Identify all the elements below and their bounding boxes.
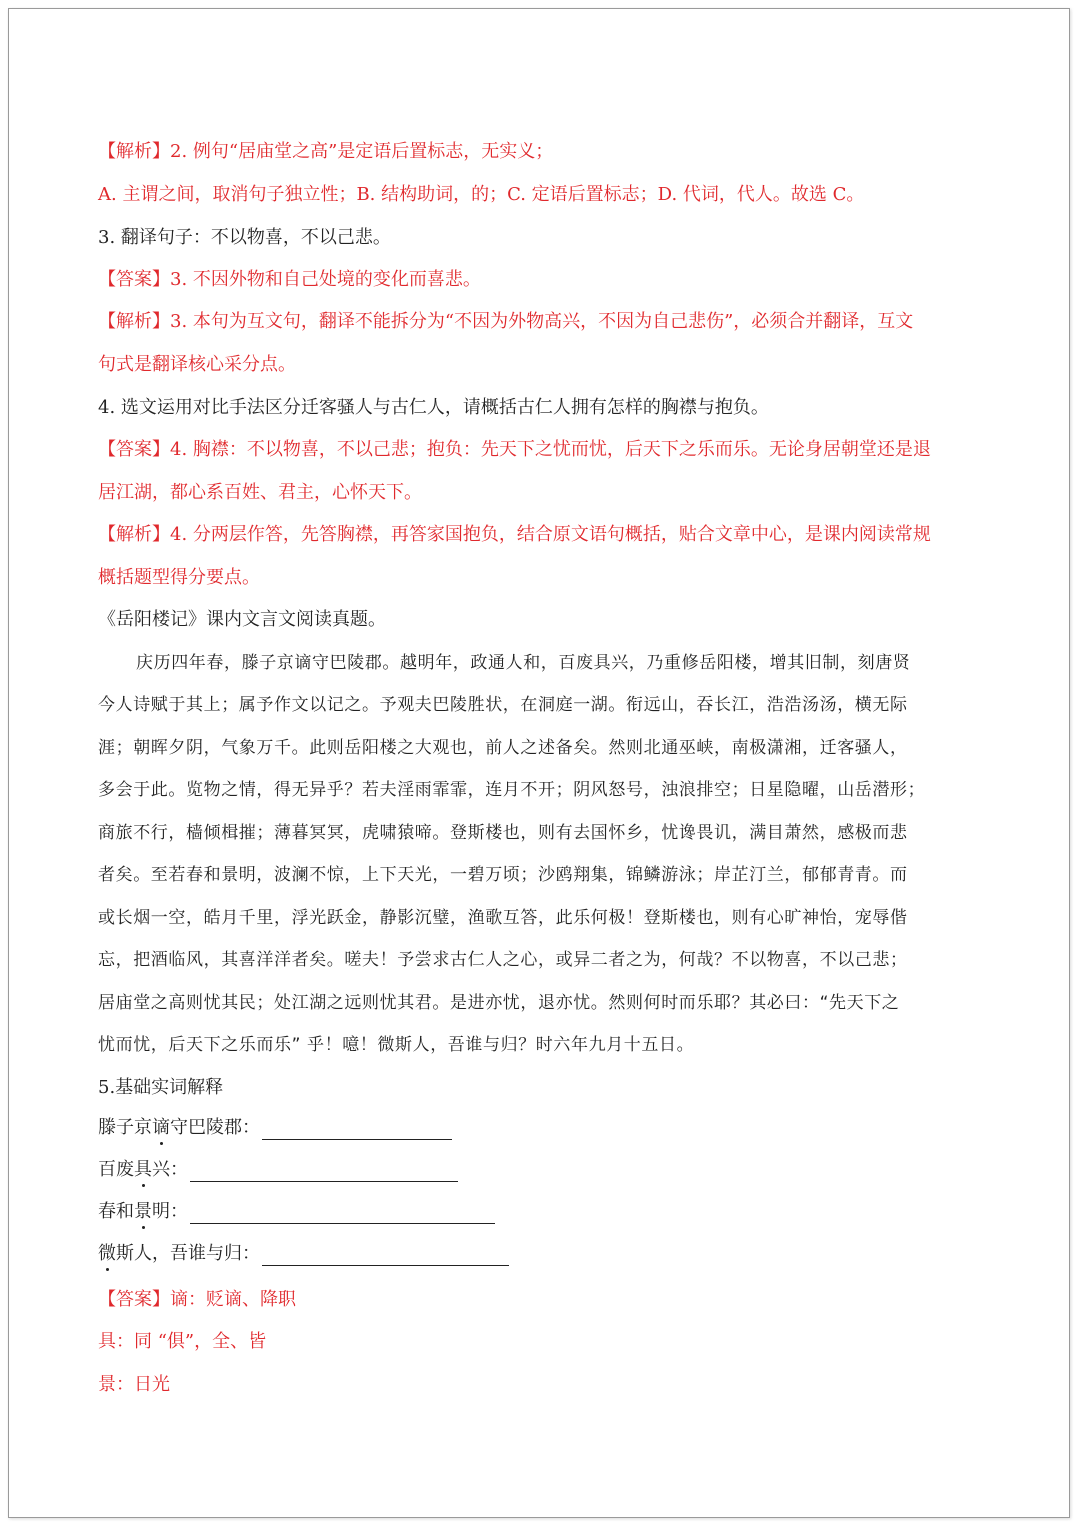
passage-line: 多会于此。览物之情，得无异乎？若夫淫雨霏霏，连月不开；阴风怒号，浊浪排空；日星隐曜，山岳潜形；: [98, 780, 926, 800]
vocab-text: 明：: [152, 1201, 188, 1222]
analysis-2-line-1: [98, 140, 553, 164]
answer-5-line-3: 景：日光: [98, 1374, 170, 1395]
analysis-3-line-2: 句式是翻译核心采分点。: [98, 354, 296, 375]
answer-text: 3. 不因外物和自己处境的变化而喜悲。: [170, 269, 481, 290]
answer-5-line-1: [98, 1288, 296, 1312]
passage-line: 者矣。至若春和景明，波澜不惊，上下天光，一碧万顷；沙鸥翔集，锦鳞游泳；岸芷汀兰，郁郁青青。而: [98, 865, 908, 885]
answer-tag: 【答案】: [98, 269, 170, 290]
vocab-text: 兴：: [152, 1159, 188, 1180]
vocab-emphasis: 具: [134, 1159, 152, 1180]
analysis-4-line-1: [98, 523, 931, 547]
vocab-emphasis: 谪: [152, 1117, 170, 1138]
answer-4-line-2: 居江湖，都心系百姓、君主，心怀天下。: [98, 482, 422, 503]
vocab-text: 春和: [98, 1201, 134, 1222]
analysis-3-line-1: [98, 310, 913, 334]
answer-3: [98, 268, 481, 292]
passage-line: 忘，把酒临风，其喜洋洋者矣。嗟夫！予尝求古仁人之心，或异二者之为，何哉？不以物喜，不以己悲；: [98, 950, 908, 970]
answer-blank[interactable]: [262, 1247, 509, 1266]
passage-line: 忧而忧，后天下之乐而乐” 乎！噫！微斯人，吾谁与归？时六年九月十五日。: [98, 1035, 695, 1055]
question-3: 3. 翻译句子：不以物喜，不以己悲。: [98, 227, 391, 248]
vocab-emphasis: 景: [134, 1201, 152, 1222]
vocab-text: 滕子京: [98, 1117, 152, 1138]
passage-line: 涯；朝晖夕阴，气象万千。此则岳阳楼之大观也，前人之述备矣。然则北通巫峡，南极潇湘，迁客骚人，: [98, 738, 908, 758]
analysis-text: 4. 分两层作答，先答胸襟，再答家国抱负，结合原文语句概括，贴合文章中心，是课内阅读常规: [170, 524, 931, 545]
passage-line: 今人诗赋于其上；属予作文以记之。予观夫巴陵胜状，在洞庭一湖。衔远山，吞长江，浩浩汤汤，横无际: [98, 695, 908, 715]
answer-4-line-1: [98, 438, 931, 462]
vocab-item: [98, 1200, 495, 1224]
vocab-text: 百废: [98, 1159, 134, 1180]
analysis-2-line-2: A. 主谓之间，取消句子独立性；B. 结构助词，的；C. 定语后置标志；D. 代词，代人。故选 C。: [98, 184, 865, 205]
analysis-tag: 【解析】: [98, 524, 170, 545]
analysis-tag: 【解析】: [98, 141, 170, 162]
passage-line: 或长烟一空，皓月千里，浮光跃金，静影沉璧，渔歌互答，此乐何极！登斯楼也，则有心旷神怡，宠辱偕: [98, 908, 908, 928]
answer-tag: 【答案】: [98, 1289, 170, 1310]
passage-line: 居庙堂之高则忧其民；处江湖之远则忧其君。是进亦忧，退亦忧。然则何时而乐耶？其必曰：“先天下之: [98, 993, 900, 1013]
vocab-item: [98, 1158, 458, 1182]
vocab-emphasis: 微: [98, 1243, 116, 1264]
passage-line: 庆历四年春，滕子京谪守巴陵郡。越明年，政通人和，百废具兴，乃重修岳阳楼，增其旧制，刻唐贤: [136, 653, 911, 673]
answer-blank[interactable]: [190, 1205, 495, 1224]
analysis-text: 3. 本句为互文句，翻译不能拆分为“不因为外物高兴，不因为自己悲伤”，必须合并翻译，互文: [170, 311, 914, 332]
passage-line: 商旅不行，樯倾楫摧；薄暮冥冥，虎啸猿啼。登斯楼也，则有去国怀乡，忧谗畏讥，满目萧然，感极而悲: [98, 823, 908, 843]
vocab-item: [98, 1116, 452, 1140]
answer-tag: 【答案】: [98, 439, 170, 460]
vocab-text: 斯人，吾谁与归：: [116, 1243, 260, 1264]
analysis-tag: 【解析】: [98, 311, 170, 332]
section-title: 《岳阳楼记》课内文言文阅读真题。: [98, 609, 386, 630]
analysis-4-line-2: 概括题型得分要点。: [98, 567, 260, 588]
answer-5-line-2: 具：同 “俱”，全、皆: [98, 1331, 267, 1352]
vocab-item: [98, 1242, 509, 1266]
answer-blank[interactable]: [190, 1163, 458, 1182]
vocab-text: 守巴陵郡：: [170, 1117, 260, 1138]
question-5-title: 5.基础实词解释: [98, 1077, 224, 1098]
answer-text: 4. 胸襟：不以物喜，不以己悲；抱负：先天下之忧而忧，后天下之乐而乐。无论身居朝堂还是退: [170, 439, 931, 460]
analysis-text: 2. 例句“居庙堂之高”是定语后置标志，无实义；: [170, 141, 554, 162]
answer-blank[interactable]: [262, 1121, 452, 1140]
answer-text: 谪：贬谪、降职: [170, 1289, 296, 1310]
question-4: 4. 选文运用对比手法区分迁客骚人与古仁人，请概括古仁人拥有怎样的胸襟与抱负。: [98, 397, 769, 418]
